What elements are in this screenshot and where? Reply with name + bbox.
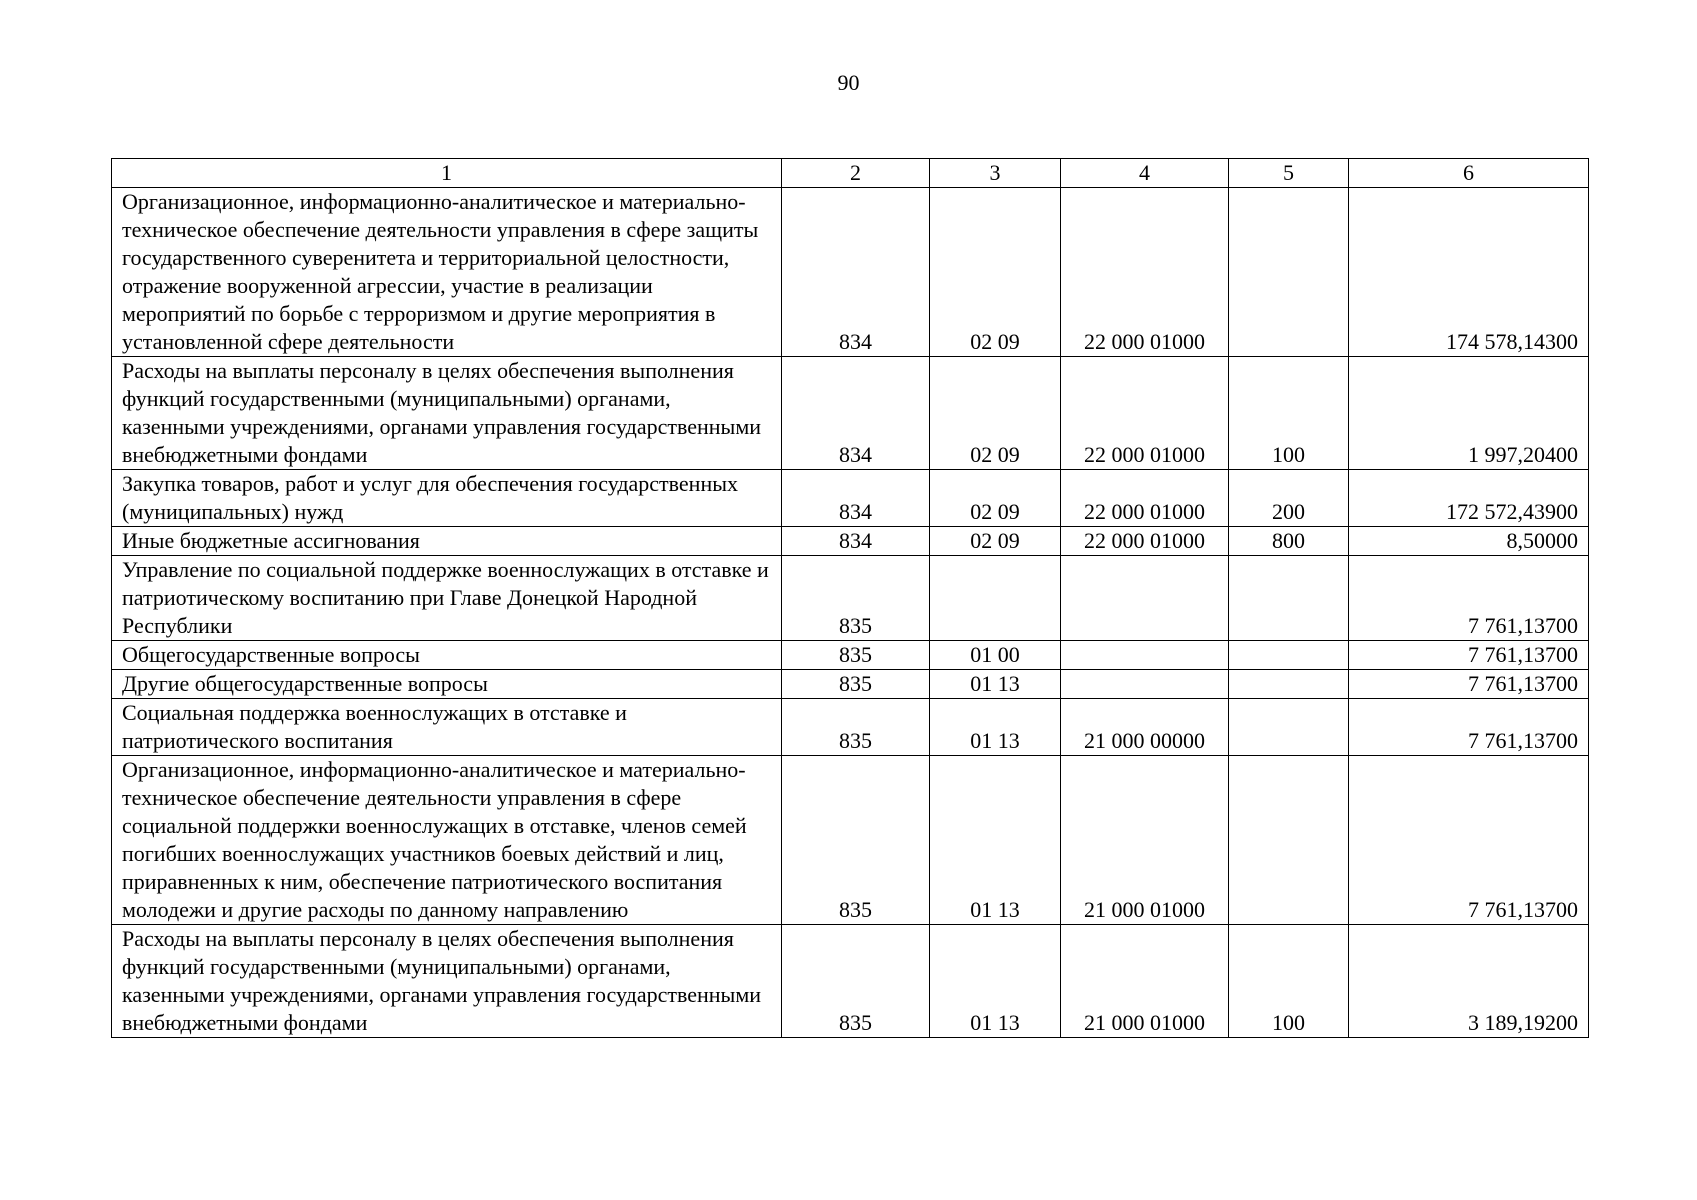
target-article-cell: 21 000 01000: [1061, 756, 1229, 925]
row-name-cell: Общегосударственные вопросы: [112, 641, 782, 670]
section-code-cell: 02 09: [930, 470, 1061, 527]
target-article-cell: [1061, 670, 1229, 699]
section-code-cell: 01 13: [930, 925, 1061, 1038]
amount-cell: 3 189,19200: [1349, 925, 1589, 1038]
section-code-cell: 01 00: [930, 641, 1061, 670]
table-row: [112, 670, 1589, 699]
row-name-cell: Управление по социальной поддержке военнослужащих в отставке и патриотическому воспитанию при Главе Донецкой Народной Республики: [112, 556, 782, 641]
section-code-cell: 01 13: [930, 670, 1061, 699]
target-article-cell: [1061, 556, 1229, 641]
table-row: [112, 641, 1589, 670]
target-article-cell: 22 000 01000: [1061, 527, 1229, 556]
row-name-cell: Расходы на выплаты персоналу в целях обеспечения выполнения функций государственными (муниципальными) органами, казенными учреждениями, органами управления государственными внебюджетными фондами: [112, 357, 782, 470]
section-code-cell: 01 13: [930, 699, 1061, 756]
target-article-cell: 21 000 00000: [1061, 699, 1229, 756]
department-code-cell: 834: [782, 357, 930, 470]
table-row: [112, 470, 1589, 527]
section-code-cell: 02 09: [930, 357, 1061, 470]
expense-type-cell: [1229, 699, 1349, 756]
department-code-cell: 835: [782, 699, 930, 756]
row-name-cell: Организационное, информационно-аналитическое и материально-техническое обеспечение деятельности управления в сфере защиты государственного суверенитета и территориальной целостности, отражение вооруженной агрессии, участие в реализации мероприятий по борьбе с терроризмом и другие мероприятия в установленной сфере деятельности: [112, 188, 782, 357]
target-article-cell: 22 000 01000: [1061, 188, 1229, 357]
amount-cell: 7 761,13700: [1349, 699, 1589, 756]
column-header: 1: [112, 159, 782, 188]
expense-type-cell: [1229, 641, 1349, 670]
amount-cell: 172 572,43900: [1349, 470, 1589, 527]
target-article-cell: [1061, 641, 1229, 670]
amount-cell: 8,50000: [1349, 527, 1589, 556]
department-code-cell: 834: [782, 188, 930, 357]
expense-type-cell: 100: [1229, 925, 1349, 1038]
section-code-cell: 01 13: [930, 756, 1061, 925]
table-row: [112, 188, 1589, 357]
department-code-cell: 834: [782, 527, 930, 556]
expense-type-cell: 200: [1229, 470, 1349, 527]
section-code-cell: [930, 556, 1061, 641]
column-header: 2: [782, 159, 930, 188]
table-header-row: [112, 159, 1589, 188]
department-code-cell: 835: [782, 925, 930, 1038]
table-row: [112, 925, 1589, 1038]
row-name-cell: Организационное, информационно-аналитическое и материально-техническое обеспечение деятельности управления в сфере социальной поддержки военнослужащих в отставке, членов семей погибших военнослужащих участников боевых действий и лиц, приравненных к ним, обеспечение патриотического воспитания молодежи и другие расходы по данному направлению: [112, 756, 782, 925]
department-code-cell: 835: [782, 756, 930, 925]
row-name-cell: Закупка товаров, работ и услуг для обеспечения государственных (муниципальных) нужд: [112, 470, 782, 527]
expense-type-cell: [1229, 670, 1349, 699]
page-number: 90: [837, 70, 860, 95]
section-code-cell: 02 09: [930, 188, 1061, 357]
target-article-cell: 22 000 01000: [1061, 357, 1229, 470]
table-row: [112, 699, 1589, 756]
amount-cell: 7 761,13700: [1349, 670, 1589, 699]
row-name-cell: Иные бюджетные ассигнования: [112, 527, 782, 556]
table-row: [112, 756, 1589, 925]
table-row: [112, 556, 1589, 641]
expense-type-cell: [1229, 556, 1349, 641]
department-code-cell: 834: [782, 470, 930, 527]
column-header: 4: [1061, 159, 1229, 188]
department-code-cell: 835: [782, 641, 930, 670]
target-article-cell: 22 000 01000: [1061, 470, 1229, 527]
row-name-cell: Расходы на выплаты персоналу в целях обеспечения выполнения функций государственными (муниципальными) органами, казенными учреждениями, органами управления государственными внебюджетными фондами: [112, 925, 782, 1038]
department-code-cell: 835: [782, 670, 930, 699]
expense-type-cell: [1229, 756, 1349, 925]
row-name-cell: Социальная поддержка военнослужащих в отставке и патриотического воспитания: [112, 699, 782, 756]
column-header: 3: [930, 159, 1061, 188]
expense-type-cell: [1229, 188, 1349, 357]
amount-cell: 7 761,13700: [1349, 756, 1589, 925]
department-code-cell: 835: [782, 556, 930, 641]
amount-cell: 1 997,20400: [1349, 357, 1589, 470]
amount-cell: 174 578,14300: [1349, 188, 1589, 357]
table-row: [112, 527, 1589, 556]
amount-cell: 7 761,13700: [1349, 556, 1589, 641]
amount-cell: 7 761,13700: [1349, 641, 1589, 670]
target-article-cell: 21 000 01000: [1061, 925, 1229, 1038]
column-header: 5: [1229, 159, 1349, 188]
table-row: [112, 357, 1589, 470]
expense-type-cell: 800: [1229, 527, 1349, 556]
expense-type-cell: 100: [1229, 357, 1349, 470]
section-code-cell: 02 09: [930, 527, 1061, 556]
column-header: 6: [1349, 159, 1589, 188]
row-name-cell: Другие общегосударственные вопросы: [112, 670, 782, 699]
budget-table: [111, 158, 1589, 1038]
